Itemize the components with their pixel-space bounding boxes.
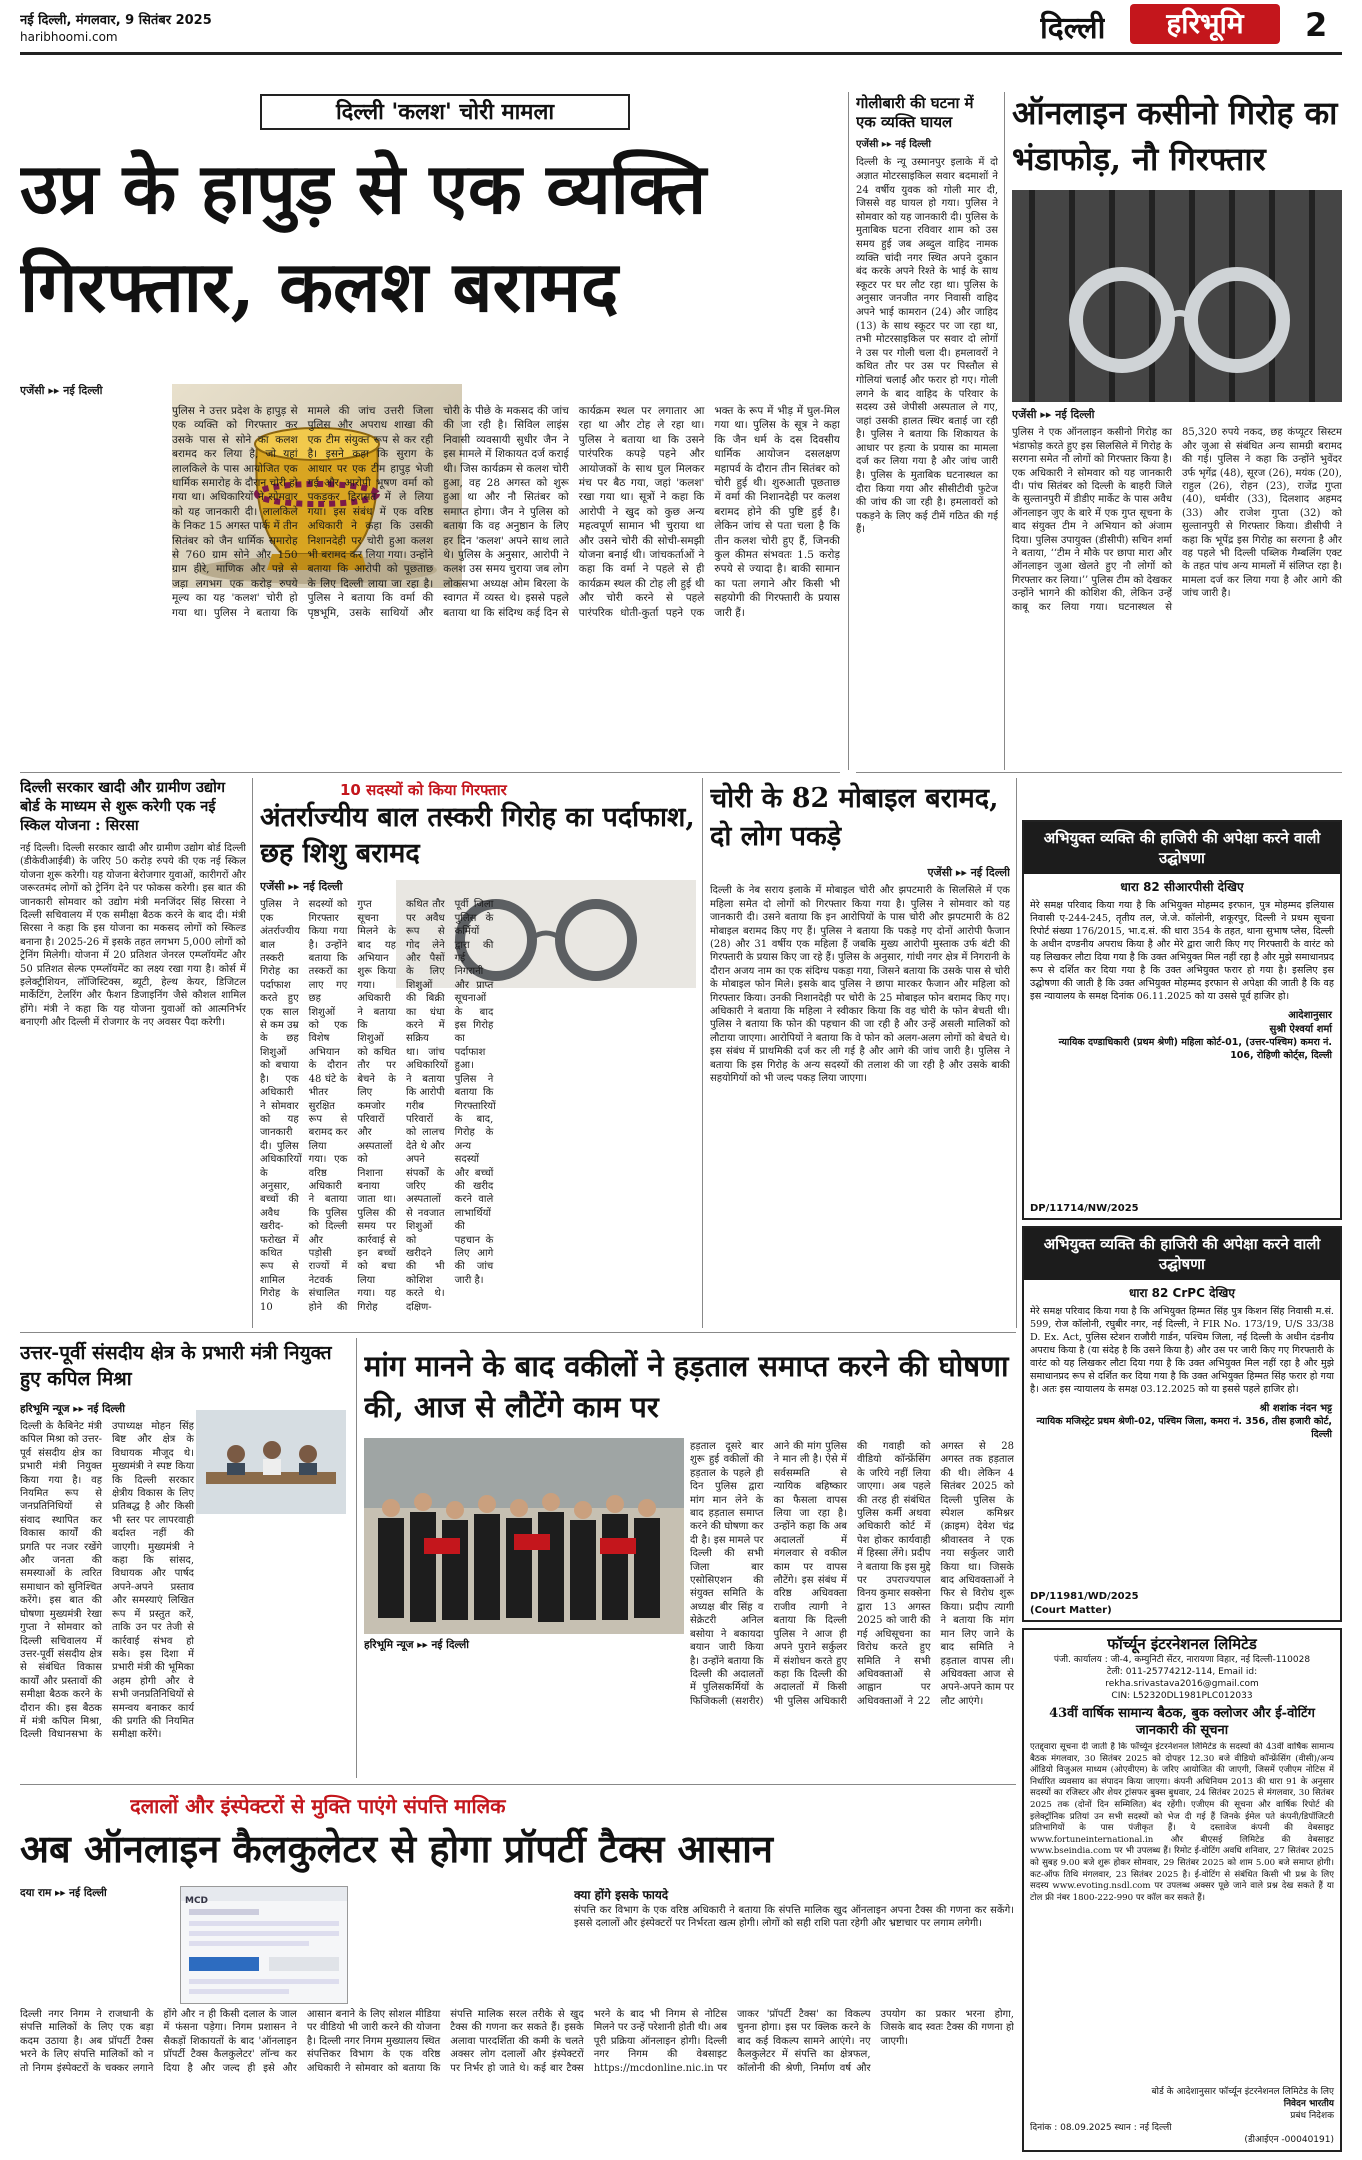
kalash-kicker: दिल्ली 'कलश' चोरी मामला <box>335 99 555 125</box>
golibari-body-col <box>856 138 998 768</box>
fortune-signoff: बोर्ड के आदेशानुसार फॉर्च्यून इंटरनेशनल लिमिटेड के लिए <box>1151 2087 1334 2097</box>
rule-golibari-left <box>848 92 849 770</box>
brand-logo <box>1130 4 1280 44</box>
masthead <box>0 0 1362 56</box>
casino-headline: ऑनलाइन कसीनो गिरोह का भंडाफोड़, नौ गिरफ्तार <box>1012 94 1338 178</box>
kalash-body-wrap <box>20 404 840 762</box>
property-kicker: दलालों और इंस्पेक्टरों से मुक्ति पाएंगे संपत्ति मालिक <box>130 1794 506 1818</box>
kalash-headline: उप्र के हापुड़ से एक व्यक्ति गिरफ्तार, कलश बरामद <box>20 147 707 328</box>
fortune-din: (डीआईएन -00040191) <box>1244 2135 1334 2145</box>
vakil-byline: हरिभूमि न्यूज ▸▸ नई दिल्ली <box>364 1639 469 1651</box>
edition-label: दिल्ली <box>1040 11 1106 46</box>
page-number: 2 <box>1305 6 1328 44</box>
notice2-box <box>1022 1226 1342 1622</box>
notice2-title: अभियुक्त व्यक्ति की हाजिरी की अपेक्षा करने वाली उद्घोषणा <box>1024 1228 1340 1280</box>
notice2-ref2: (Court Matter) <box>1030 1605 1112 1616</box>
fortune-title: 43वीं वार्षिक सामान्य बैठक, बुक क्लोजर और ई-वोटिंग जानकारी की सूचना <box>1049 1706 1315 1738</box>
fortune-designation: प्रबंध निदेशक <box>1290 2111 1334 2121</box>
website[interactable]: haribhoomi.com <box>20 30 118 44</box>
handcuffs-photo-art <box>1012 190 1342 402</box>
kapil-byline: हरिभूमि न्यूज ▸▸ नई दिल्ली <box>20 1403 125 1415</box>
brand-logo-text: हरिभूमि <box>1166 7 1244 40</box>
golibari-body: दिल्ली के न्यू उस्मानपुर इलाके में दो अज्ञात मोटरसाइकिल सवार बदमाशों ने 24 वर्षीय युवक को गोली मार दी, जिससे वह घायल हो गया। पुलिस ने सोमवार को यह जानकारी दी। पुलिस के मुताबिक घटना रविवार शाम को उस समय हुई जब अब्दुल वाहिद नामक व्यक्ति चांदी नगर स्थित अपने दुकान बंद करके अपने रिश्ते के भाई के साथ स्कूटर पर घर लौट रहा था। पुलिस के अनुसार जनजीत नगर निवासी वाहिद अपने भाई कामरान (24) और जाहिद (13) के साथ स्कूटर पर जा रहा था, तभी मोटरसाइकिल पर सवार दो लोगों ने उस पर गोली चला दी। हमलावरों ने कथित तौर पर उस पर पिस्तौल से गोलियां चलाईं और फरार हो गए। गोली लगने के बाद वाहिद के परिवार के सदस्य उसे जेपीसी अस्पताल ले गए, जहां उसकी हालत स्थिर बताई जा रही है। पुलिस ने बताया कि शिकायत के आधार पर हत्या के प्रयास का मामला दर्ज कर लिया गया है और जांच जारी है। पुलिस के मुताबिक घटनास्थल का दौरा किया गया और सीसीटीवी फुटेज की जांच की जा रही है। हमलावरों को पकड़ने के लिए कई टीमें गठित की गई हैं। <box>856 157 998 536</box>
rule-under-kalash <box>20 772 840 773</box>
baal-body-area <box>260 880 696 1326</box>
rule-under-casino <box>856 772 1342 773</box>
rule-mobile-right <box>1016 778 1017 1328</box>
baal-kicker: 10 सदस्यों को किया गिरफ्तार <box>340 781 507 799</box>
dateline: नई दिल्ली, मंगलवार, 9 सितंबर 2025 <box>20 13 212 28</box>
fortune-signatory: निवेदन भारतीय <box>1283 2099 1334 2109</box>
rule-mid <box>20 1332 1016 1333</box>
vakil-body: हड़ताल दूसरे बार शुरू हुई वकीलों की हड़ताल के पहले ही दिन पुलिस द्वारा मांग मान लेने के बाद हड़ताल समाप्त करने की घोषणा कर दी है। इस मामले पर दिल्ली की सभी जिला बार एसोसिएशन की संयुक्त समिति के अध्यक्ष बीर सिंह व सेक्रेटरी अनिल बसोया ने बकायदा बयान जारी किया है। उन्होंने बताया कि दिल्ली की अदालतों में पुलिसकर्मियों के फिजिकली (सशरीर) आने की मांग पुलिस ने मान ली है। ऐसे में सर्वसम्मति से न्यायिक बहिष्कार का फैसला वापस लिया जा रहा है। उन्होंने कहा कि अब अदालतों में मंगलवार से वकील काम पर वापस लौटेंगे। इस संबंध में वरिष्ठ अधिवक्ता राजीव त्यागी ने बताया कि दिल्ली पुलिस ने आज ही अपने पुराने सर्कुलर में संशोधन करते हुए कहा कि दिल्ली की अदालतों में किसी भी पुलिस अधिकारी की गवाही को वीडियो कॉन्फ्रेंसिंग के जरिये नहीं लिया जाएगा। अब पहले की तरह ही संबंधित पुलिस कर्मी अथवा अधिकारी कोर्ट में पेश होकर कार्यवाही में हिस्सा लेंगे। प्रदीप ने बताया कि इस मुद्दे पर उपराज्यपाल विनय कुमार सक्सेना द्वारा 13 अगस्त 2025 को जारी की गई अधिसूचना का विरोध करते हुए समिति ने सभी अधिवक्ताओं से आह्वान पर अधिवक्ताओं ने 22 अगस्त से 28 अगस्त तक हड़ताल की थी। लेकिन 4 सितंबर 2025 को दिल्ली पुलिस के स्पेशल कमिश्नर (क्राइम) देवेश चंद्र श्रीवास्तव ने एक नया सर्कुलर जारी किया था। जिसके बाद अधिवक्ताओं ने फिर से विरोध शुरू किया। प्रदीप त्यागी ने बताया कि मांग मान लिए जाने के बाद समिति ने हड़ताल वापस ली। अधिवक्ता आज से अपने-अपने काम पर लौट आएंगे। <box>690 1441 1014 1707</box>
baal-byline: एजेंसी ▸▸ नई दिल्ली <box>260 880 343 893</box>
rule-casino-left <box>1004 92 1005 770</box>
vakil-body-area <box>364 1440 1014 1778</box>
kalash-byline: एजेंसी ▸▸ नई दिल्ली <box>20 384 103 397</box>
notice1-title: अभियुक्त व्यक्ति की हाजिरी की अपेक्षा करने वाली उद्घोषणा <box>1024 822 1340 874</box>
baal-body: पुलिस ने एक अंतर्राज्यीय बाल तस्करी गिरोह का पर्दाफाश करते हुए एक साल से कम उम्र के छह शिशुओं को बचाया है। एक अधिकारी ने सोमवार को यह जानकारी दी। पुलिस अधिकारियों के अनुसार, बच्चों की अवैध खरीद-फरोख्त में कथित रूप से शामिल गिरोह के 10 सदस्यों को गिरफ्तार किया गया है। उन्होंने बताया कि तस्करों का लाए गए छह शिशुओं को एक विशेष अभियान के दौरान 48 घंटे के भीतर सुरक्षित रूप से बरामद कर लिया गया। एक वरिष्ठ अधिकारी ने बताया कि पुलिस को दिल्ली और पड़ोसी राज्यों में नेटवर्क संचालित होने की गुप्त सूचना मिलने के बाद यह अभियान शुरू किया गया। अधिकारी ने बताया कि शिशुओं को कथित तौर पर बेचने के लिए कमजोर परिवारों और अस्पतालों को निशाना बनाया जाता था। पुलिस की समय पर कार्रवाई से इन बच्चों को बचा लिया गया। यह गिरोह कथित तौर पर अवैध रूप से गोद लेने और पैसों के लिए शिशुओं की बिक्री का धंधा करने में सक्रिय था। जांच अधिकारियों ने बताया कि आरोपी गरीब परिवारों को लालच देते थे और अपने संपर्कों के जरिए अस्पतालों से नवजात शिशुओं को खरीदने की भी कोशिश करते थे। दक्षिण-पूर्वी जिला पुलिस के कर्मियों द्वारा की गई निगरानी और प्राप्त सूचनाओं के बाद इस गिरोह का पर्दाफाश हुआ। पुलिस ने बताया कि गिरफ्तारियों के बाद, गिरोह के अन्य सदस्यों और बच्चों की खरीद करने वाले लाभार्थियों की पहचान के लिए आगे की जांच जारी है। <box>260 899 496 1313</box>
baal-headline: अंतर्राज्यीय बाल तस्करी गिरोह का पर्दाफाश, छह शिशु बरामद <box>260 802 695 869</box>
notice2-ref: DP/11981/WD/2025 <box>1030 1591 1139 1602</box>
fortune-company: फॉर्च्यून इंटरनेशनल लिमिटेड <box>1107 1635 1257 1653</box>
rule-baal-right <box>702 778 703 1328</box>
masthead-rule <box>20 52 1342 55</box>
notice2-court: न्यायिक मजिस्ट्रेट प्रथम श्रेणी-02, पश्चिम जिला, कमरा नं. 356, तीस हजारी कोर्ट, दिल्ली <box>1036 1416 1332 1440</box>
property-body-area <box>20 1904 1014 2152</box>
fortune-cin: CIN: L52320DL1981PLC012033 <box>1111 1691 1253 1701</box>
baal-body-wrap <box>260 898 696 1322</box>
kalash-body-text: पुलिस ने उत्तर प्रदेश के हापुड़ से एक व्यक्ति को गिरफ्तार कर उसके पास से सोने का कलश बरामद कर लिया है, जो यहां लालकिले के पास आयोजित एक धार्मिक समारोह के दौरान चोरी हो गया था। अधिकारियों ने सोमवार को यह जानकारी दी। लालकिले के निकट 15 अगस्त पार्क में तीन सितंबर को जैन धार्मिक समारोह से 760 ग्राम सोने और 150 ग्राम हीरे, माणिक और पन्ने से जड़ा लगभग एक करोड़ रुपये मूल्य का यह 'कलश' चोरी हो गया था। पुलिस ने बताया कि मामले की जांच उत्तरी जिला पुलिस और अपराध शाखा की एक टीम संयुक्त रूप से कर रही है। इसने कहा कि सुराग के आधार पर एक टीम हापुड़ भेजी गई और आरोपी भूषण वर्मा को पकड़कर हिरासत में ले लिया गया। इस संबंध में एक वरिष्ठ अधिकारी ने कहा कि उसकी निशानदेही पर चोरी हुआ कलश भी बरामद कर लिया गया। उन्होंने बताया कि आरोपी को पूछताछ के लिए दिल्ली लाया जा रहा है। पुलिस ने बताया कि वर्मा की पृष्ठभूमि, उसके साथियों और चोरी के पीछे के मकसद की जांच की जा रही है। सिविल लाइंस निवासी व्यवसायी सुधीर जैन ने इस मामले में शिकायत दर्ज कराई थी। जिस कार्यक्रम से कलश चोरी हुआ, वह 28 अगस्त को शुरू हुआ था और नौ सितंबर को समाप्त होगा। जैन ने पुलिस को बताया कि वह अनुष्ठान के लिए हर दिन 'कलश' अपने साथ लाते थे। पुलिस के अनुसार, आरोपी ने कलश उस समय चुराया जब लोग लोकसभा अध्यक्ष ओम बिरला के स्वागत में व्यस्त थे। इससे पहले बताया था कि संदिग्ध कई दिन से कार्यक्रम स्थल पर लगातार आ रहा था और टोह ले रहा था। पुलिस ने बताया था कि उसने पारंपरिक कपड़े पहने और आयोजकों के साथ घुल मिलकर मंच पर बैठ गया, जहां 'कलश' रखा गया था। सूत्रों ने कहा कि आरोपी ने खुद को कुछ अन्य महत्वपूर्ण सामान भी चुराया था और उसने चोरी की सोची-समझी योजना बनाई थी। जांचकर्ताओं ने कहा कि वर्मा ने पहले से ही कार्यक्रम स्थल की टोह ली हुई थी और चोरी करने से पहले पारंपरिक धोती-कुर्ता पहने एक भक्त के रूप में भीड़ में घुल-मिल गया था। पुलिस के सूत्र ने कहा कि जैन धर्म के दस दिवसीय धार्मिक आयोजन दसलक्षण महापर्व के दौरान तीन सितंबर को चोरी हुई थी। शुरुआती पूछताछ में वर्मा की निशानदेही पर कलश बरामद होने की पुष्टि हुई है। लेकिन जांच से पता चला है कि तीन कलश चोरी हुए हैं, जिनकी कुल कीमत संभवतः 1.5 करोड़ रुपये से ज्यादा है। बाकी सामान का पता लगाने और किसी भी सहयोगी की गिरफ्तारी के प्रयास जारी हैं। <box>172 405 840 619</box>
notice1-judge: सुश्री ऐश्वर्या शर्मा <box>1269 1024 1332 1035</box>
property-byline: दया राम ▸▸ नई दिल्ली <box>20 1887 107 1899</box>
vakil-body-wrap <box>364 1440 1014 1778</box>
casino-body-area <box>1012 408 1342 768</box>
mobile-body-area <box>710 866 1010 1328</box>
golibari-byline: एजेंसी ▸▸ नई दिल्ली <box>856 139 932 150</box>
mcd-screenshot-header <box>181 1887 347 1906</box>
rule-khadi-right <box>252 778 253 1328</box>
fortune-place-date: दिनांक : 08.09.2025 स्थान : नई दिल्ली <box>1030 2123 1172 2133</box>
kapil-body-area <box>20 1420 350 1778</box>
notice1-body: मेरे समक्ष परिवाद किया गया है कि अभियुक्त मोहम्मद इरफान, पुत्र मोहम्मद इलियास निवासी ए-244-245, तृतीय तल, जे.जे. कॉलोनी, शकूरपुर, दिल्ली ने प्रथम सूचना रिपोर्ट संख्या 176/2015, भा.द.सं. की धारा 354 के तहत, थाना सुभाष प्लेस, दिल्ली के अधीन दण्डनीय अपराध किया है और मेरे द्वारा जारी किए गए गिरफ्तारी के वारंट को यह लिखकर लौटा दिया गया है कि उक्त अभियुक्त मिल नहीं रहा है और मुझे समाधानप्रद रूप से दर्शित कर दिया गया है कि उक्त अभियुक्त फरार हो गया है। इसलिए इस उद्घोषणा की जाती है कि उक्त अभियुक्त मोहम्मद इरफान से अपेक्षा की जाती है कि वह इस न्यायालय के समक्ष दिनांक 06.11.2025 को या उससे पूर्व हाजिर हो। <box>1030 900 1334 1002</box>
property-subhead: क्या होंगे इसके फायदे <box>574 1888 669 1902</box>
kapil-body: दिल्ली के कैबिनेट मंत्री कपिल मिश्रा को उत्तर-पूर्व संसदीय क्षेत्र का प्रभारी मंत्री नियुक्त किया गया है। वह नियमित रूप से जनप्रतिनिधियों से संवाद स्थापित कर विकास कार्यों की प्रगति पर नजर रखेंगे और जनता की समस्याओं के त्वरित समाधान को सुनिश्चित करेंगे। इस बात की घोषणा मुख्यमंत्री रेखा गुप्ता ने सोमवार को दिल्ली सचिवालय में उत्तर-पूर्वी संसदीय क्षेत्र से संबंधित विकास कार्यों और प्रस्तावों की समीक्षा बैठक करने के दौरान की। इस बैठक में मंत्री कपिल मिश्रा, दिल्ली विधानसभा के उपाध्यक्ष मोहन सिंह बिष्ट और क्षेत्र के विधायक मौजूद थे। मुख्यमंत्री ने स्पष्ट किया कि दिल्ली सरकार क्षेत्रीय विकास के लिए प्रतिबद्ध है और किसी भी स्तर पर लापरवाही बर्दाश्त नहीं की जाएगी। मुख्यमंत्री ने कहा कि सांसद, विधायक और पार्षद अपने-अपने प्रस्ताव और समस्याएं लिखित रूप में प्रस्तुत करें, ताकि उन पर तेजी से कार्रवाई संभव हो सके। इस दिशा में प्रभारी मंत्री की भूमिका अहम होगी और वे सभी जनप्रतिनिधियों से समन्वय बनाकर कार्य की प्रगति की नियमित समीक्षा करेंगे। <box>20 1421 194 1741</box>
property-headline: अब ऑनलाइन कैलकुलेटर से होगा प्रॉपर्टी टैक्स आसान <box>20 1826 774 1871</box>
notice2-section: धारा 82 CrPC देखिए <box>1129 1286 1235 1300</box>
mcd-screenshot-label: MCD <box>185 1896 209 1906</box>
property-benefits: संपत्ति कर विभाग के एक वरिष्ठ अधिकारी ने बताया कि संपत्ति मालिक खुद ऑनलाइन अपना टैक्स की गणना कर सकेंगे। इससे दलालों और इंस्पेक्टरों पर निर्भरता खत्म होगी। लोगों को सही राशि पता रहेगी और भ्रष्टाचार पर लगाम लगेगी। <box>574 1905 1014 1930</box>
kapil-photo-spacer <box>194 1420 350 1520</box>
vakil-photo-spacer <box>364 1440 690 1654</box>
vakil-headline: मांग मानने के बाद वकीलों ने हड़ताल समाप्त करने की घोषणा की, आज से लौटेंगे काम पर <box>364 1349 1009 1424</box>
mobile-byline: एजेंसी ▸▸ नई दिल्ली <box>927 866 1010 879</box>
kalash-kicker-box <box>260 94 630 130</box>
notice1-signature: आदेशानुसार <box>1288 1010 1332 1021</box>
notice1-section: धारा 82 सीआरपीसी देखिए <box>1120 880 1244 894</box>
fortune-footer <box>1030 2086 1334 2146</box>
notice2-judge: श्री शशांक नंदन भट्ट <box>1259 1403 1332 1414</box>
casino-body: पुलिस ने एक ऑनलाइन कसीनो गिरोह का भंडाफोड़ करते हुए इस सिलसिले में गिरोह के सरगना समेत नौ लोगों को गिरफ्तार किया है। एक अधिकारी ने सोमवार को यह जानकारी दी। पांच सितंबर को दिल्ली के बाहरी जिले के सुल्तानपुरी में डीडीए मार्केट के पास अवैध ऑनलाइन जुए के बारे में एक गुप्त सूचना के बाद संयुक्त टीम ने अभियान को अंजाम दिया। पुलिस उपायुक्त (डीसीपी) सचिन शर्मा ने बताया, ‘‘टीम ने मौके पर छापा मारा और ऑनलाइन जुआ खेलते हुए नौ लोगों को गिरफ्तार कर लिया।’’ पुलिस टीम को देखकर उन्होंने भागने की कोशिश की, लेकिन उन्हें काबू कर लिया गया। घटनास्थल से 85,320 रुपये नकद, छह कंप्यूटर सिस्टम और जुआ से संबंधित अन्य सामग्री बरामद की गई। पुलिस ने कहा कि उन्होंने भुवेंदर उर्फ भृगेंद्र (48), सूरज (26), मयंक (20), राहुल (26), रोहन (23), राजेंद्र गुप्ता (40), धर्मवीर (33), दिलशाद अहमद (33) और राजेश गुप्ता (32) को सुल्तानपुरी से गिरफ्तार किया। डीसीपी ने कहा कि भूपेंद्र इस गिरोह का सरगना है और वह पहले भी दिल्ली पब्लिक गैम्बलिंग एक्ट के तहत पांच अन्य मामलों में संलिप्त रहा है। मामला दर्ज कर लिया गया है और आगे की जांच जारी है। <box>1012 427 1342 613</box>
kalash-body <box>20 404 840 762</box>
mobile-body: दिल्ली के नेब सराय इलाके में मोबाइल चोरी और झपटमारी के सिलसिले में एक महिला समेत दो लोगों को गिरफ्तार किया गया है। पुलिस ने सोमवार को यह जानकारी दी। उसने बताया कि इन आरोपियों के पास चोरी और झपटमारी के 82 मोबाइल बरामद किए गए हैं। पुलिस ने बताया कि पकड़े गए दोनों आरोपी फैजान (28) और 31 वर्षीय एक महिला हैं जबकि मुख्य आरोपी मुस्ताक उर्फ बंटी की गिरफ्तारी के प्रयास किए जा रहे हैं। पुलिस के अनुसार, गांधी नगर क्षेत्र में निगरानी के दौरान अजय नाम का एक संदिग्ध पकड़ा गया, जिसने बताया कि उसके पास से चोरी के मोबाइल फोन मिले। इसके बाद पुलिस ने छापा मारकर फैजान और महिला को गिरफ्तार किया। उनकी निशानदेही पर चोरी के 25 मोबाइल फोन बरामद किए गए। अधिकारी ने बताया कि महिला ने स्वीकार किया कि वह चोरी के फोन बेचती थी। पुलिस ने बताया कि फोन की पहचान की जा रही है और उन्हें असली मालिकों को लौटाया जाएगा। आरोपियों ने बताया कि वे फोन को अलग-अलग लोगों को बेचते थे। इस संबंध में प्राथमिकी दर्ज कर ली गई है और आगे की जांच जारी है। पुलिस ने बताया कि इस गिरोह के अन्य सदस्यों की तलाश की जा रही है और उसके बाकी सहयोगियों को भी जल्द पकड़ लिया जाएगा। <box>710 885 1010 1085</box>
khadi-headline: दिल्ली सरकार खादी और ग्रामीण उद्योग बोर्ड के माध्यम से शुरू करेगी एक नई स्किल योजना : सिरसा <box>20 779 226 834</box>
casino-byline: एजेंसी ▸▸ नई दिल्ली <box>1012 408 1095 421</box>
fortune-body: एतद्द्वारा सूचना दी जाती है कि फॉर्च्यून इंटरनेशनल लिमिटेड के सदस्यों की 43वीं वार्षिक सामान्य बैठक मंगलवार, 30 सितंबर 2025 को दोपहर 12.30 बजे वीडियो कॉन्फ्रेंसिंग (वीसी)/अन्य ऑडियो विजुअल माध्यम (ओएवीएम) के जरिए आयोजित की जाएगी, जिसमें एजीएम नोटिस में निर्धारित व्यवसाय का संपादन किया जाएगा। कंपनी अधिनियम 2013 की धारा 91 के अनुसार सदस्यों का रजिस्टर और शेयर ट्रांसफर बुक्स बुधवार, 24 सितंबर 2025 से मंगलवार, 30 सितंबर 2025 तक (दोनों दिन सम्मिलित) बंद रहेंगी। एजीएम की सूचना और वार्षिक रिपोर्ट की इलेक्ट्रॉनिक प्रतियां उन सभी सदस्यों को भेज दी गई हैं जिनके ईमेल पते कंपनी/डिपॉजिटरी प्रतिभागियों के पास पंजीकृत हैं। ये दस्तावेज कंपनी की वेबसाइट www.fortuneinternational.in और बीएसई लिमिटेड की वेबसाइट www.bseindia.com पर भी उपलब्ध हैं। रिमोट ई-वोटिंग अवधि शनिवार, 27 सितंबर 2025 को सुबह 9.00 बजे शुरू होकर सोमवार, 29 सितंबर 2025 को शाम 5.00 बजे समाप्त होगी। कट-ऑफ तिथि मंगलवार, 23 सितंबर 2025 है। ई-वोटिंग से संबंधित किसी भी प्रश्न के लिए सदस्य www.evoting.nsdl.com पर उपलब्ध अक्सर पूछे जाने वाले प्रश्न देख सकते हैं या टोल फ्री नंबर 1800-222-990 पर कॉल कर सकते हैं। <box>1030 1742 1334 1903</box>
handcuffs-photo <box>1012 190 1342 402</box>
kapil-headline: उत्तर-पूर्वी संसदीय क्षेत्र के प्रभारी मंत्री नियुक्त हुए कपिल मिश्रा <box>20 1342 332 1390</box>
kalash-photo-spacer <box>20 404 172 405</box>
notice1-ref: DP/11714/NW/2025 <box>1030 1203 1139 1214</box>
property-body: दिल्ली नगर निगम ने राजधानी के संपत्ति मालिकों के लिए एक बड़ा कदम उठाया है। अब प्रॉपर्टी टैक्स भरने के लिए संपत्ति मालिकों को न तो निगम इंस्पेक्टरों के चक्कर लगाने होंगे और न ही किसी दलाल के जाल में फंसना पड़ेगा। निगम प्रशासन ने सैकड़ों शिकायतों के बाद 'ऑनलाइन प्रॉपर्टी टैक्स कैलकुलेटर' लॉन्च कर दिया है और जल्द ही इसे और आसान बनाने के लिए सोशल मीडिया पर वीडियो भी जारी करने की योजना है। दिल्ली नगर निगम मुख्यालय स्थित संपत्तिकर विभाग के एक वरिष्ठ अधिकारी ने सोमवार को बताया कि संपत्ति मालिक सरल तरीके से खुद टैक्स की गणना कर सकते हैं। इसके अलावा पारदर्शिता की कमी के चलते अक्सर लोग दलालों और इंस्पेक्टरों पर निर्भर हो जाते थे। कई बार टैक्स भरने के बाद भी निगम से नोटिस मिलने पर उन्हें परेशानी होती थी। अब पूरी प्रक्रिया ऑनलाइन होगी। दिल्ली नगर निगम की वेबसाइट https://mcdonline.nic.in पर जाकर 'प्रॉपर्टी टैक्स' का विकल्प चुनना होगा। इस पर क्लिक करने के बाद कई विकल्प सामने आएंगे। नए कैलकुलेटर में संपत्ति का क्षेत्रफल, कॉलोनी की श्रेणी, निर्माण वर्ष और उपयोग का प्रकार भरना होगा, जिसके बाद स्वतः टैक्स की गणना हो जाएगी। <box>20 2009 1014 2074</box>
notice2-body: मेरे समक्ष परिवाद किया गया है कि अभियुक्त हिम्मत सिंह पुत्र किशन सिंह निवासी म.सं. 599, रोज कॉलोनी, रघुबीर नगर, नई दिल्ली, ने FIR No. 173/19, U/S 33/38 D. Ex. Act, पुलिस स्टेशन राजौरी गार्डन, पश्चिम जिला, नई दिल्ली के अधीन दंडनीय अपराध किया है (या संदेह है कि उसने किया है) और उस पर जारी किए गए गिरफ्तारी के वारंट को यह लिखकर लौटा दिया गया है कि उक्त अभियुक्त मिल नहीं रहा है और मुझे समाधानप्रद रूप से दर्शित कर दिया गया है कि उक्त अभियुक्त हिम्मत सिंह फरार हो गया है। अतः इस न्यायालय के समक्ष 03.12.2025 को या इससे पहले हाजिर हो। <box>1030 1306 1334 1395</box>
rule-above-property <box>20 1784 1016 1785</box>
fortune-ad <box>1022 1628 1342 2152</box>
fortune-contact: टेली: 011-25774212-114, Email id: rekha.srivastava2016@gmail.com <box>1105 1667 1259 1689</box>
golibari-headline: गोलीबारी की घटना में एक व्यक्ति घायल <box>856 94 974 131</box>
fortune-address: पंजी. कार्यालय : जी-4, कम्युनिटी सेंटर, नारायणा विहार, नई दिल्ली-110028 <box>1053 1655 1311 1665</box>
kalash-byline-col <box>20 384 166 402</box>
mobile-headline: चोरी के 82 मोबाइल बरामद, दो लोग पकड़े <box>710 783 999 852</box>
khadi-body: नई दिल्ली। दिल्ली सरकार खादी और ग्रामीण उद्योग बोर्ड दिल्ली (डीकेवीआईबी) के जरिए 50 करोड़ रुपये की एक नई स्किल योजना शुरू करेगी। यह योजना बेरोजगार युवाओं, कारीगरों और जरूरतमंद लोगों को ट्रेनिंग देने पर फोकस करेगी। इस बात की जानकारी सोमवार को उद्योग मंत्री मनजिंदर सिंह सिरसा ने दिल्ली सचिवालय में एक समीक्षा बैठक करने के बाद दी। मंत्री सिरसा ने कहा कि इस योजना का मकसद लोगों को स्किल्ड बनाना है। 2025-26 में इसके तहत लगभग 5,000 लोगों को ट्रेनिंग मिलेगी। योजना में 20 प्रतिशत जेनरल एम्प्लॉयमेंट और 50 प्रतिशत सेल्फ एम्प्लॉयमेंट का लक्ष्य रखा गया है। कोर्स में इलेक्ट्रीशियन, लॉजिस्टिक्स, ब्यूटी, हेल्थ केयर, डिजिटल मार्केटिंग, टेलरिंग और फैशन डिजाइनिंग जैसे कौशल शामिल होंगे। मंत्री ने कहा कि यह योजना युवाओं को आत्मनिर्भर बनाएगी और दिल्ली में रोजगार के नए अवसर पैदा करेगी। <box>20 843 246 1029</box>
notice1-box <box>1022 820 1342 1220</box>
notice1-court: न्यायिक दण्डाधिकारी (प्रथम श्रेणी) महिला कोर्ट-01, (उत्तर-पश्चिम) कमरा नं. 106, रोहिणी कोर्ट्स, दिल्ली <box>1058 1037 1332 1061</box>
property-body-wrap <box>20 1904 1014 2152</box>
rule-kapil-right <box>356 1338 357 1778</box>
